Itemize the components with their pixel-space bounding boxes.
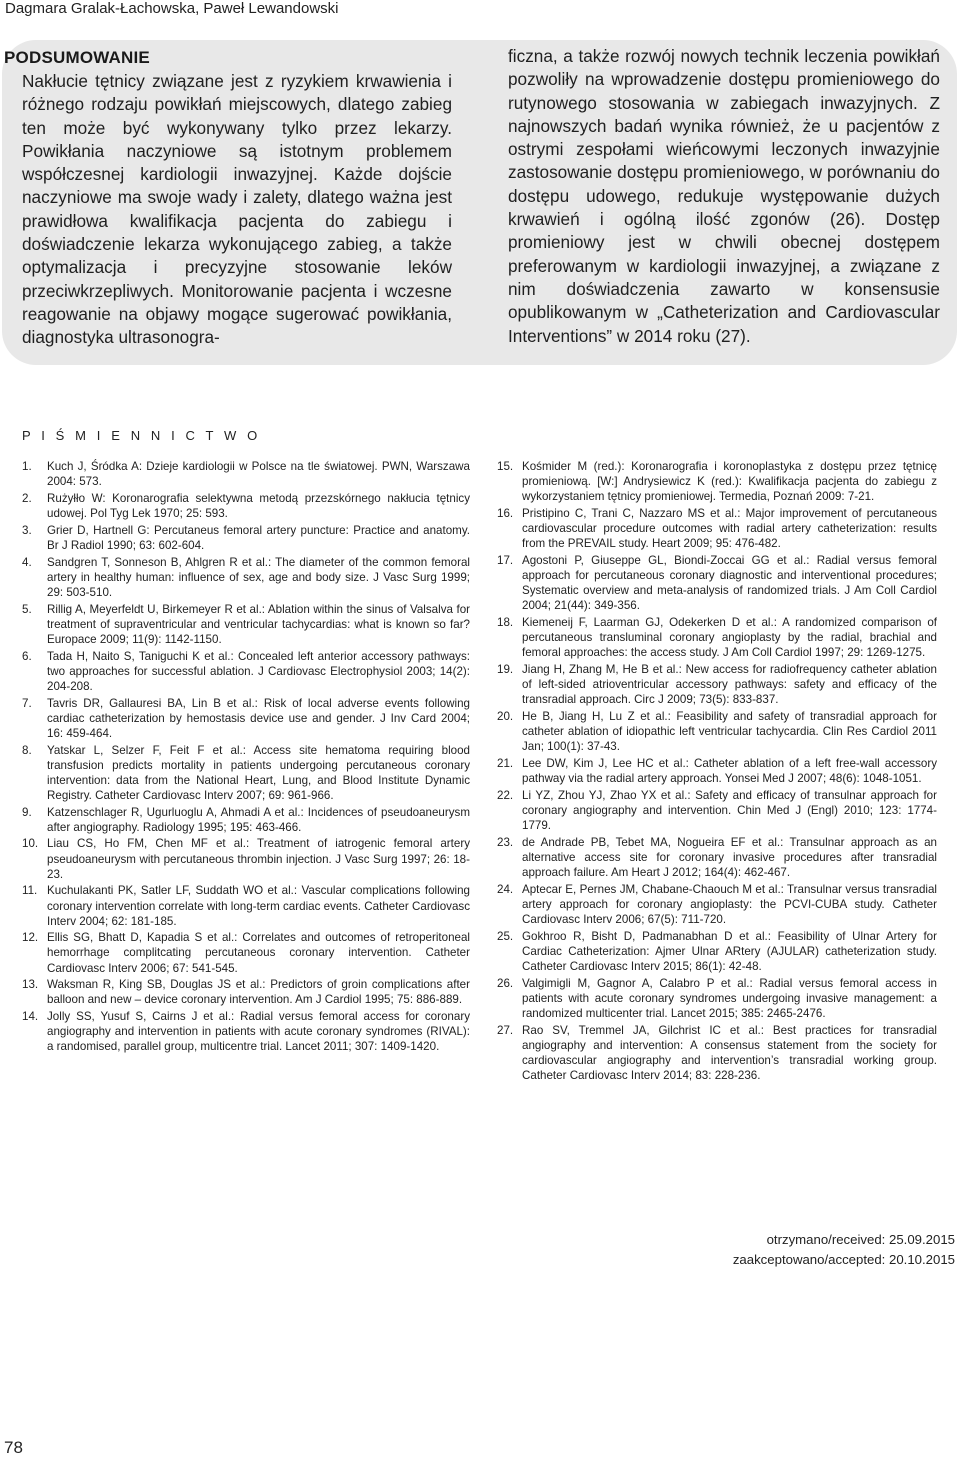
reference-item bbox=[22, 1009, 470, 1054]
reference-text: Rao SV, Tremmel JA, Gilchrist IC et al.: Best practices for transradial angiography and intervention: A consensus statement from the society for cardiovascular angiography and intervention’s transradial working group. Catheter Cardiovasc Interv 2014; 83: 228-236. bbox=[522, 1023, 937, 1082]
reference-number: 11. bbox=[22, 884, 38, 898]
page-number: 78 bbox=[4, 1438, 23, 1457]
reference-item bbox=[22, 977, 470, 1007]
reference-number: 25. bbox=[497, 929, 514, 943]
reference-item bbox=[497, 506, 937, 551]
reference-item bbox=[497, 976, 937, 1021]
reference-item bbox=[497, 709, 937, 754]
reference-number: 5. bbox=[22, 602, 32, 616]
reference-text: Sandgren T, Sonneson B, Ahlgren R et al.: The diameter of the common femoral artery in healthy human: influence of sex, age and body size. J Vasc Surg 1999; 29: 503-510. bbox=[47, 555, 470, 599]
reference-text: Rillig A, Meyerfeldt U, Birkemeyer R et al.: Ablation within the sinus of Valsalva for treatment of supraventricular and ventricular tachycardias: what is known so far? Europace 2009; 11(9): 1142-1150. bbox=[47, 602, 470, 646]
reference-item bbox=[497, 835, 937, 880]
reference-number: 10. bbox=[22, 837, 39, 851]
reference-item bbox=[497, 459, 937, 504]
reference-text: Kuchulakanti PK, Satler LF, Suddath WO et al.: Vascular complications following coronary intervention correlate with long-term cardiac events. Catheter Cardiovasc Interv 2004; 62: 181-185. bbox=[47, 884, 470, 928]
reference-number: 3. bbox=[22, 523, 32, 537]
reference-text: de Andrade PB, Tebet MA, Nogueira EF et al.: Transulnar approach as an alternative access site for coronary invasive procedures after transradial approach failure. Am Heart J 2012; 164(4): 462-467. bbox=[522, 835, 937, 879]
references-title: P I Ś M I E N N I C T W O bbox=[22, 428, 261, 443]
reference-text: Aptecar E, Pernes JM, Chabane-Chaouch M et al.: Transulnar versus transradial artery approach for coronary angioplasty: the PCVI-CUBA study. Catheter Cardiovasc Interv 2006; 67(5): 711-720. bbox=[522, 882, 937, 926]
reference-item bbox=[497, 788, 937, 833]
reference-number: 14. bbox=[22, 1010, 39, 1024]
running-header-authors: Dagmara Gralak-Łachowska, Paweł Lewandowski bbox=[5, 0, 339, 17]
reference-item bbox=[497, 553, 937, 613]
reference-text: Kuch J, Śródka A: Dzieje kardiologii w Polsce na tle światowej. PWN, Warszawa 2004: 573. bbox=[47, 460, 470, 489]
reference-number: 8. bbox=[22, 743, 32, 757]
reference-text: Agostoni P, Giuseppe GL, Biondi-Zoccai GG et al.: Radial versus femoral approach for percutaneous coronary diagnostic and interventional procedures; Systematic overview and meta-analysis of randomized trials. J Am Coll Cardiol 2004; 21(44): 349-356. bbox=[522, 553, 937, 613]
reference-item bbox=[22, 459, 470, 489]
summary-left-column bbox=[22, 70, 452, 350]
reference-number: 17. bbox=[497, 553, 514, 567]
reference-item bbox=[497, 615, 937, 660]
reference-text: Jolly SS, Yusuf S, Cairns J et al.: Radial versus femoral access for coronary angiography and intervention in patients with acute coronary syndromes (RIVAL): a randomised, parallel group, multicentre trial. Lancet 2011; 307: 1409-1420. bbox=[47, 1010, 470, 1054]
reference-item bbox=[497, 662, 937, 707]
reference-text: He B, Jiang H, Lu Z et al.: Feasibility and safety of transradial approach for catheter ablation of idiopathic left ventricular tachycardia. Clin Res Cardiol 2011 Jan; 100(1): 37-43. bbox=[522, 709, 937, 754]
received-date: otrzymano/received: 25.09.2015 bbox=[766, 1232, 955, 1247]
reference-number: 13. bbox=[22, 978, 39, 992]
article-dates bbox=[555, 1230, 955, 1270]
reference-number: 21. bbox=[497, 756, 514, 770]
reference-number: 26. bbox=[497, 976, 514, 990]
reference-number: 19. bbox=[497, 662, 514, 676]
reference-text: Tavris DR, Gallauresi BA, Lin B et al.: Risk of local adverse events following cardiac catheterization by hemostasis device use and gender. J Inv Card 2004; 16: 459-464. bbox=[47, 696, 470, 740]
reference-item bbox=[497, 882, 937, 927]
reference-number: 16. bbox=[497, 506, 514, 520]
reference-text: Gokhroo R, Bisht D, Padmanabhan D et al.: Feasibility of Ulnar Artery for Cardiac Catheterization: Ajmer Ulnar ARtery (AJULAR) catheterization study. Catheter Cardiovasc Interv 2015; 86(1): 42-48. bbox=[522, 929, 937, 973]
summary-title: PODSUMOWANIE bbox=[4, 48, 150, 67]
reference-item bbox=[22, 602, 470, 647]
reference-number: 1. bbox=[22, 460, 32, 473]
reference-item bbox=[22, 491, 470, 521]
reference-text: Tada H, Naito S, Taniguchi K et al.: Concealed left anterior accessory pathways: two approaches for successful ablation. J Cardiovasc Electrophysiol 2003; 14(2): 204-208. bbox=[47, 649, 470, 693]
reference-item bbox=[22, 555, 470, 600]
reference-text: Yatskar L, Selzer F, Feit F et al.: Access site hematoma requiring blood transfusion predicts mortality in patients undergoing percutaneous coronary intervention: data from the National Heart, Lung, and Blood Institute Dynamic Registry. Catheter Cardiovasc Interv 2007; 69: 961-966. bbox=[47, 743, 470, 802]
reference-item bbox=[22, 930, 470, 975]
reference-text: Lee DW, Kim J, Lee HC et al.: Catheter ablation of a left free-wall accessory pathway via the radial artery approach. Yonsei Med J 2007; 48(6): 1048-1051. bbox=[522, 756, 937, 785]
reference-text: Kiemeneij F, Laarman GJ, Odekerken D et al.: A randomized comparison of percutaneous transluminal coronary angioplasty by the radial, brachial and femoral approaches: the access study. J Am Coll Cardiol 1997; 29: 1269-1275. bbox=[522, 616, 937, 660]
reference-item bbox=[22, 649, 470, 694]
reference-number: 4. bbox=[22, 555, 32, 569]
reference-text: Ellis SG, Bhatt D, Kapadia S et al.: Correlates and outcomes of retroperitoneal hemorrhage complitcating percutaneous coronary intervention. Catheter Cardiovasc Interv 2006; 67: 541-545. bbox=[47, 931, 470, 975]
reference-item bbox=[22, 805, 470, 835]
reference-item bbox=[497, 929, 937, 974]
reference-number: 22. bbox=[497, 788, 514, 802]
reference-number: 23. bbox=[497, 835, 514, 849]
references-left-column bbox=[22, 459, 470, 1056]
reference-number: 27. bbox=[497, 1023, 514, 1037]
summary-left-text: Nakłucie tętnicy związane jest z ryzykiem krwawienia i różnego rodzaju powikłań miejscowych, dlatego zabieg ten może być wykonywany tylko przez lekarzy. Powikłania naczyniowe są istotnym problemem współczesnej kardiologii inwazyjnej. Każde dojście naczyniowe ma swoje wady i zalety, dlatego ważna jest prawidłowa kwalifikacja pacjenta do zabiegu i doświadczenie lekarza wykonującego zabieg, a także optymalizacja i precyzyjne stosowanie leków przeciwkrzepliwych. Monitorowanie pacjenta i wczesne reagowanie na objawy mogące sugerować powikłania, diagnostyka ultrasonogra- bbox=[22, 71, 452, 348]
reference-text: Valgimigli M, Gagnor A, Calabro P et al.: Radial versus femoral access in patients with acute coronary syndromes undergoing invasive management: a randomized multicenter trial. Lancet 2015; 385: 2465-2476. bbox=[522, 976, 937, 1020]
reference-item bbox=[497, 1023, 937, 1083]
reference-text: Jiang H, Zhang M, He B et al.: New access for radiofrequency catheter ablation of left-sided atrioventricular accessory pathways: safety and efficacy of the transradial approach. Circ J 2009; 73(5): 833-837. bbox=[522, 662, 937, 707]
reference-number: 20. bbox=[497, 709, 514, 723]
reference-number: 7. bbox=[22, 696, 32, 710]
reference-item bbox=[22, 696, 470, 741]
summary-right-text: ficzna, a także rozwój nowych technik leczenia powikłań pozwoliły na wprowadzenie dostępu promieniowego do rutynowego stosowania w zabiegach inwazyjnych. Z najnowszych badań wynika również, że u pacjentów z ostrymi zespołami wieńcowymi leczonych inwazyjnie zastosowanie dostępu promieniowego, w porównaniu do dostępu udowego, redukuje występowanie dużych krwawień i ogólną ilość zgonów (26). Dostęp promieniowy jest w chwili obecnej dostępem preferowanym w kardiologii inwazyjnej, a związane z nim doświadczenia zawarto w konsensusie opublikowanym w „Catheterization and Cardiovascular Interventions” w 2014 roku (27). bbox=[508, 46, 940, 346]
reference-text: Li YZ, Zhou YJ, Zhao YX et al.: Safety and efficacy of transulnar approach for coronary angiography and intervention. Chin Med J (Engl) 2010; 123: 1774-1779. bbox=[522, 788, 937, 832]
reference-number: 6. bbox=[22, 649, 32, 663]
summary-right-column bbox=[508, 45, 940, 348]
reference-text: Liau CS, Ho FM, Chen MF et al.: Treatment of iatrogenic femoral artery pseudoaneurysm with percutaneous thrombin injection. J Vasc Surg 1997; 26: 18-23. bbox=[47, 837, 470, 881]
accepted-date: zaakceptowano/accepted: 20.10.2015 bbox=[732, 1252, 955, 1267]
reference-item bbox=[497, 756, 937, 786]
reference-number: 18. bbox=[497, 616, 514, 629]
references-right-column bbox=[497, 459, 937, 1085]
reference-text: Katzenschlager R, Ugurluoglu A, Ahmadi A et al.: Incidences of pseudoaneurysm after angiography. Radiology 1995; 195: 463-466. bbox=[47, 805, 470, 834]
reference-text: Rużyłło W: Koronarografia selektywna metodą przezskórnego nakłucia tętnicy udowej. Pol Tyg Lek 1970; 25: 593. bbox=[47, 491, 470, 520]
reference-item bbox=[22, 743, 470, 803]
reference-text: Grier D, Hartnell G: Percutaneus femoral artery puncture: Practice and anatomy. Br J Radiol 1990; 63: 602-604. bbox=[47, 523, 470, 552]
reference-item bbox=[22, 523, 470, 553]
reference-number: 12. bbox=[22, 931, 39, 945]
reference-text: Pristipino C, Trani C, Nazzaro MS et al.: Major improvement of percutaneous cardiovascular procedure outcomes with radial artery catheterization: results from the PREVAIL study. Heart 2009; 95: 476-482. bbox=[522, 506, 937, 551]
reference-number: 24. bbox=[497, 882, 514, 896]
reference-text: Kośmider M (red.): Koronarografia i koronoplastyka z dostępu przez tętnicę promieniową. [W:] Andrysiewicz K (red.): Kwalifikacja pacjenta do zabiegu z wykorzystaniem tętnicy promieniowej. Termedia, Poznań 2009: 7-21. bbox=[522, 460, 937, 504]
reference-number: 9. bbox=[22, 805, 32, 819]
reference-number: 15. bbox=[497, 460, 514, 473]
reference-text: Waksman R, King SB, Douglas JS et al.: Predictors of groin complications after balloon and new – device coronary intervention. Am J Cardiol 1995; 75: 886-889. bbox=[47, 978, 470, 1007]
reference-item bbox=[22, 883, 470, 928]
reference-number: 2. bbox=[22, 491, 32, 505]
reference-item bbox=[22, 836, 470, 881]
